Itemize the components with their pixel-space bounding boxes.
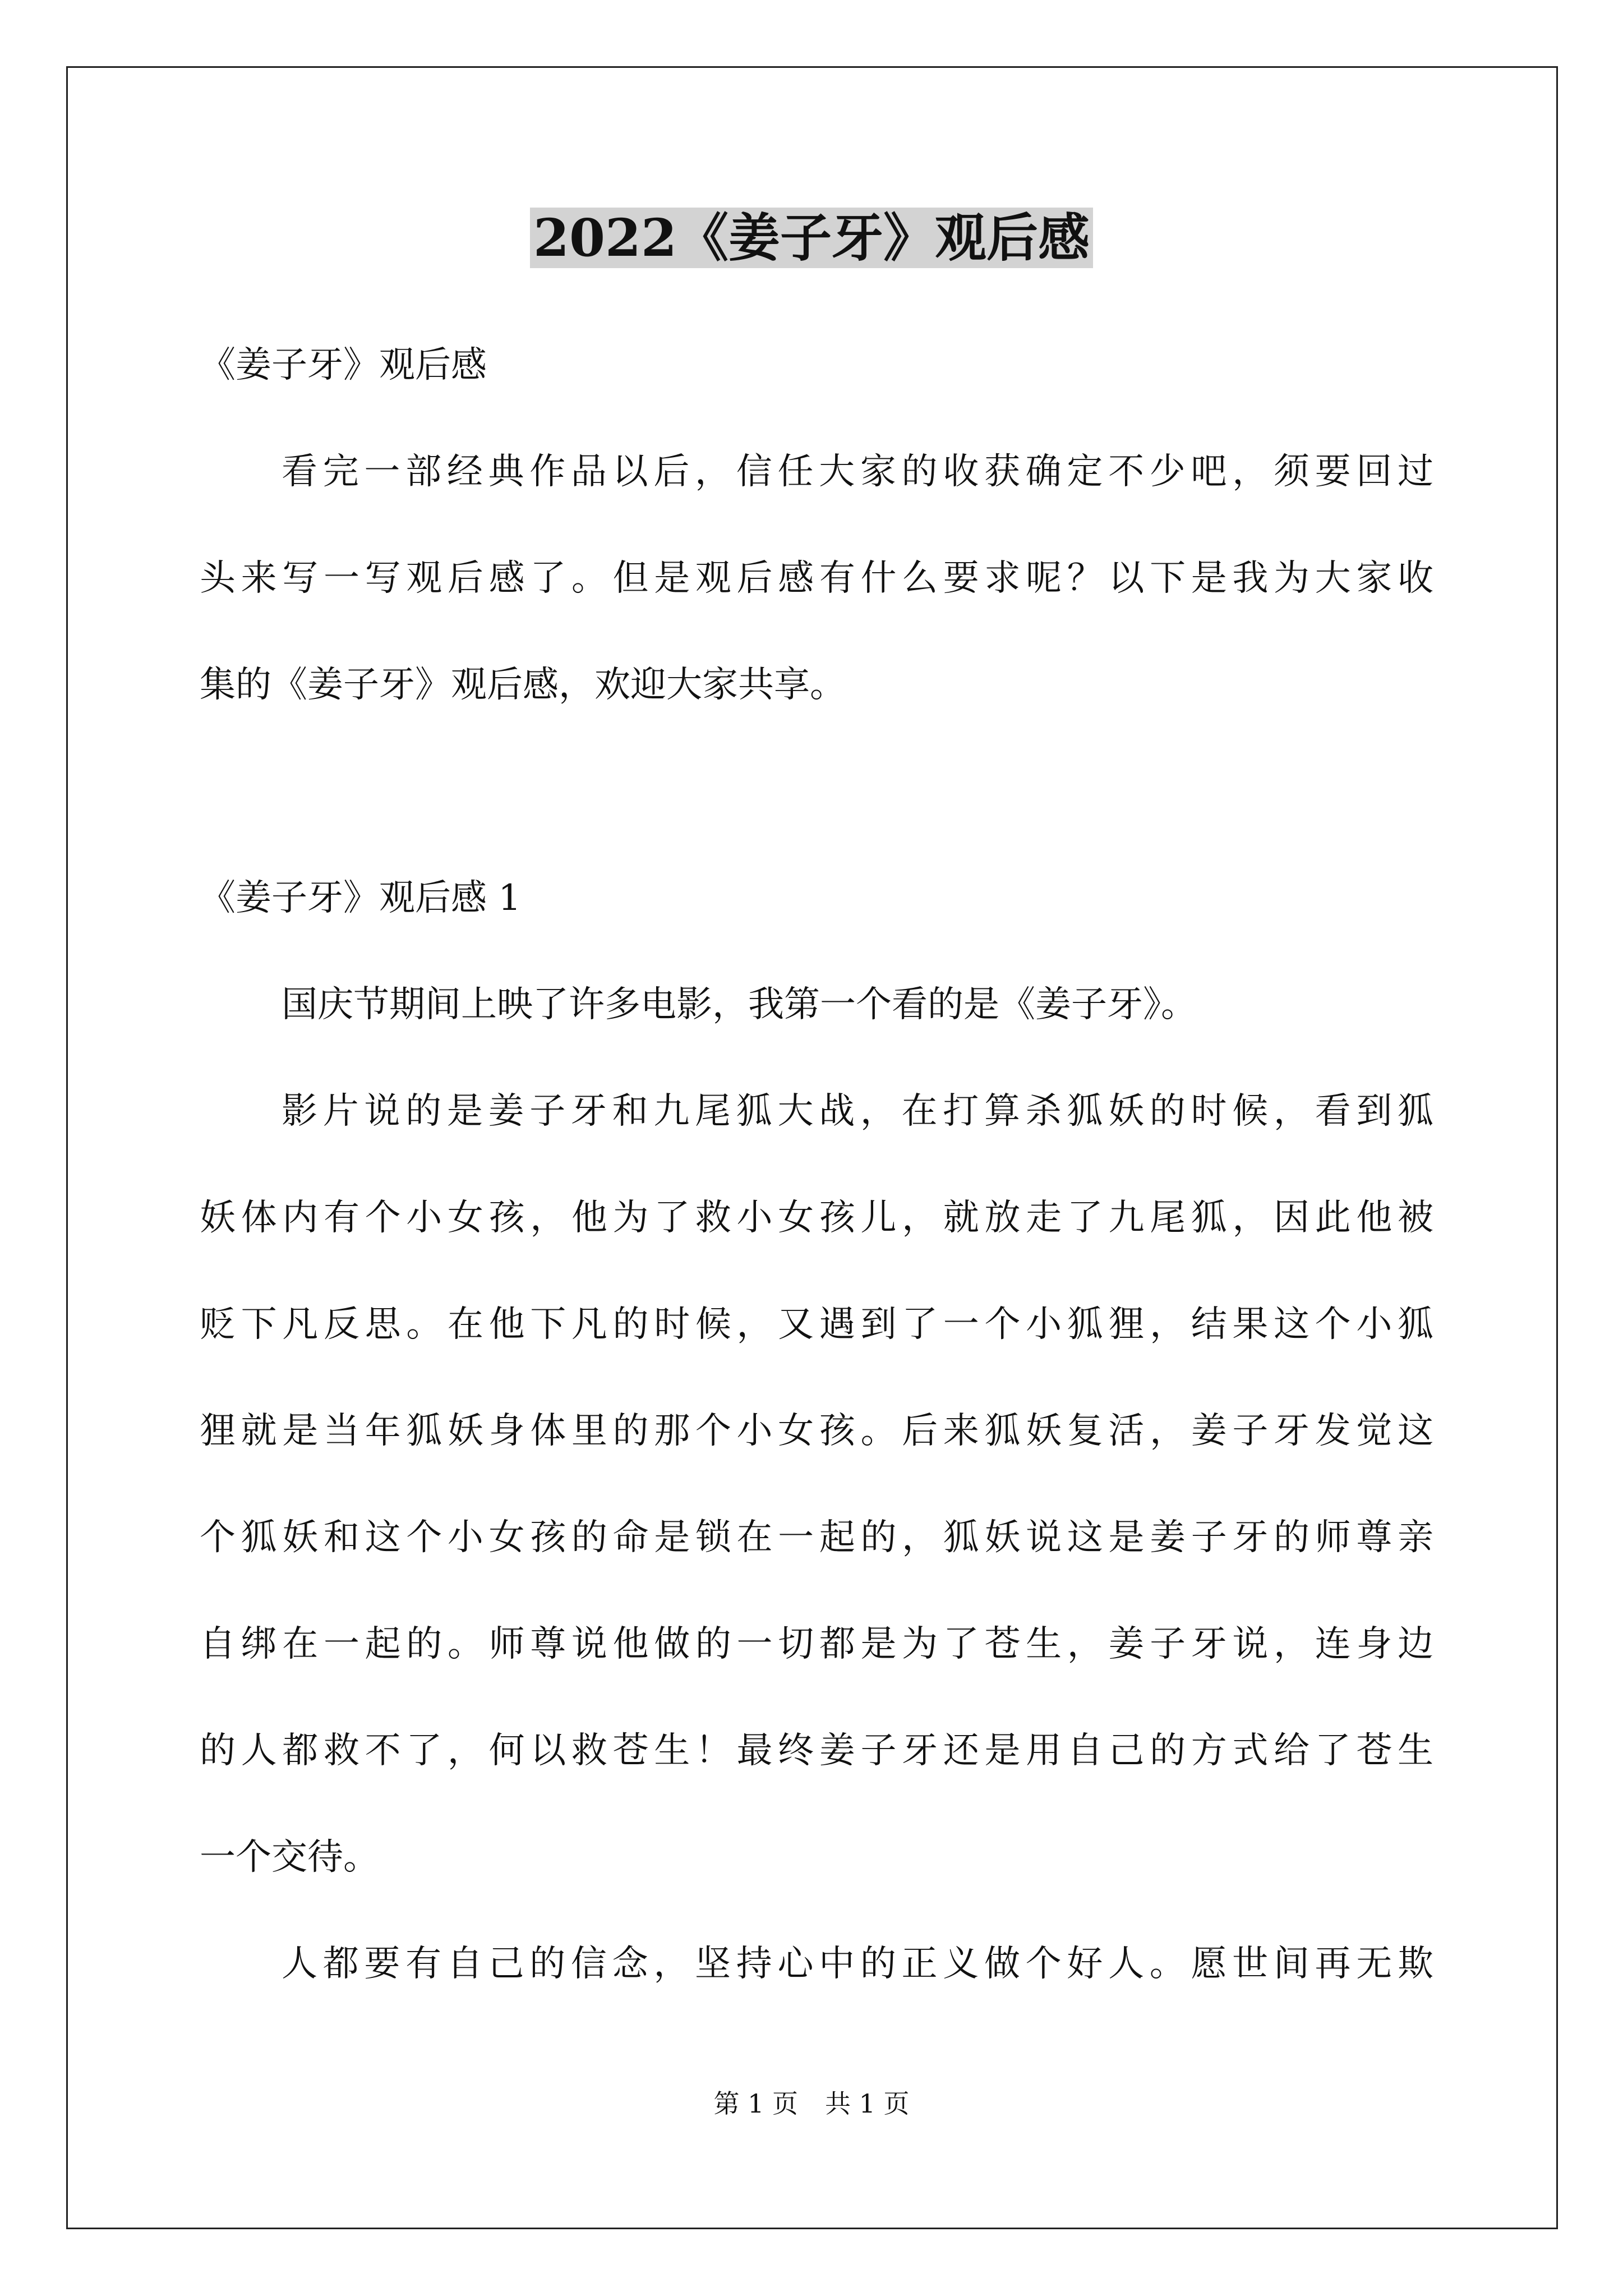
paragraph-line: 妖体内有个小女孩，他为了救小女孩儿，就放走了九尾狐，因此他被 [200, 1197, 1433, 1239]
document-body [200, 312, 1433, 2017]
paragraph-line: 影片说的是姜子牙和九尾狐大战，在打算杀狐妖的时候，看到狐 [282, 1091, 1433, 1132]
intro-line: 头来写一写观后感了。但是观后感有什么要求呢？以下是我为大家收 [200, 558, 1433, 599]
section-heading: 《姜子牙》观后感 [200, 344, 487, 386]
paragraph-spacer [200, 738, 1433, 845]
page-total: 共 1 页 [825, 2088, 910, 2119]
paragraph-line: 人都要有自己的信念，坚持心中的正义做个好人。愿世间再无欺 [282, 1943, 1433, 1985]
page-footer [0, 2087, 1623, 2120]
intro-line: 集的《姜子牙》观后感，欢迎大家共享。 [200, 664, 846, 706]
paragraph-line: 的人都救不了，何以救苍生！最终姜子牙还是用自己的方式给了苍生 [200, 1730, 1433, 1772]
paragraph-line: 狸就是当年狐妖身体里的那个小女孩。后来狐妖复活，姜子牙发觉这 [200, 1410, 1433, 1452]
document-title-text: 2022《姜子牙》观后感 [530, 208, 1093, 268]
paragraph-line: 贬下凡反思。在他下凡的时候，又遇到了一个小狐狸，结果这个小狐 [200, 1304, 1433, 1345]
paragraph-line: 个狐妖和这个小女孩的命是锁在一起的，狐妖说这是姜子牙的师尊亲 [200, 1517, 1433, 1558]
paragraph-line: 自绑在一起的。师尊说他做的一切都是为了苍生，姜子牙说，连身边 [200, 1623, 1433, 1665]
section-heading: 《姜子牙》观后感 1 [200, 877, 522, 919]
document-title [0, 202, 1623, 274]
paragraph-line: 一个交待。 [200, 1837, 379, 1878]
paragraph-line: 国庆节期间上映了许多电影，我第一个看的是《姜子牙》。 [282, 984, 1197, 1025]
page-number: 第 1 页 [713, 2088, 798, 2119]
intro-line: 看完一部经典作品以后，信任大家的收获确定不少吧，须要回过 [282, 451, 1433, 493]
